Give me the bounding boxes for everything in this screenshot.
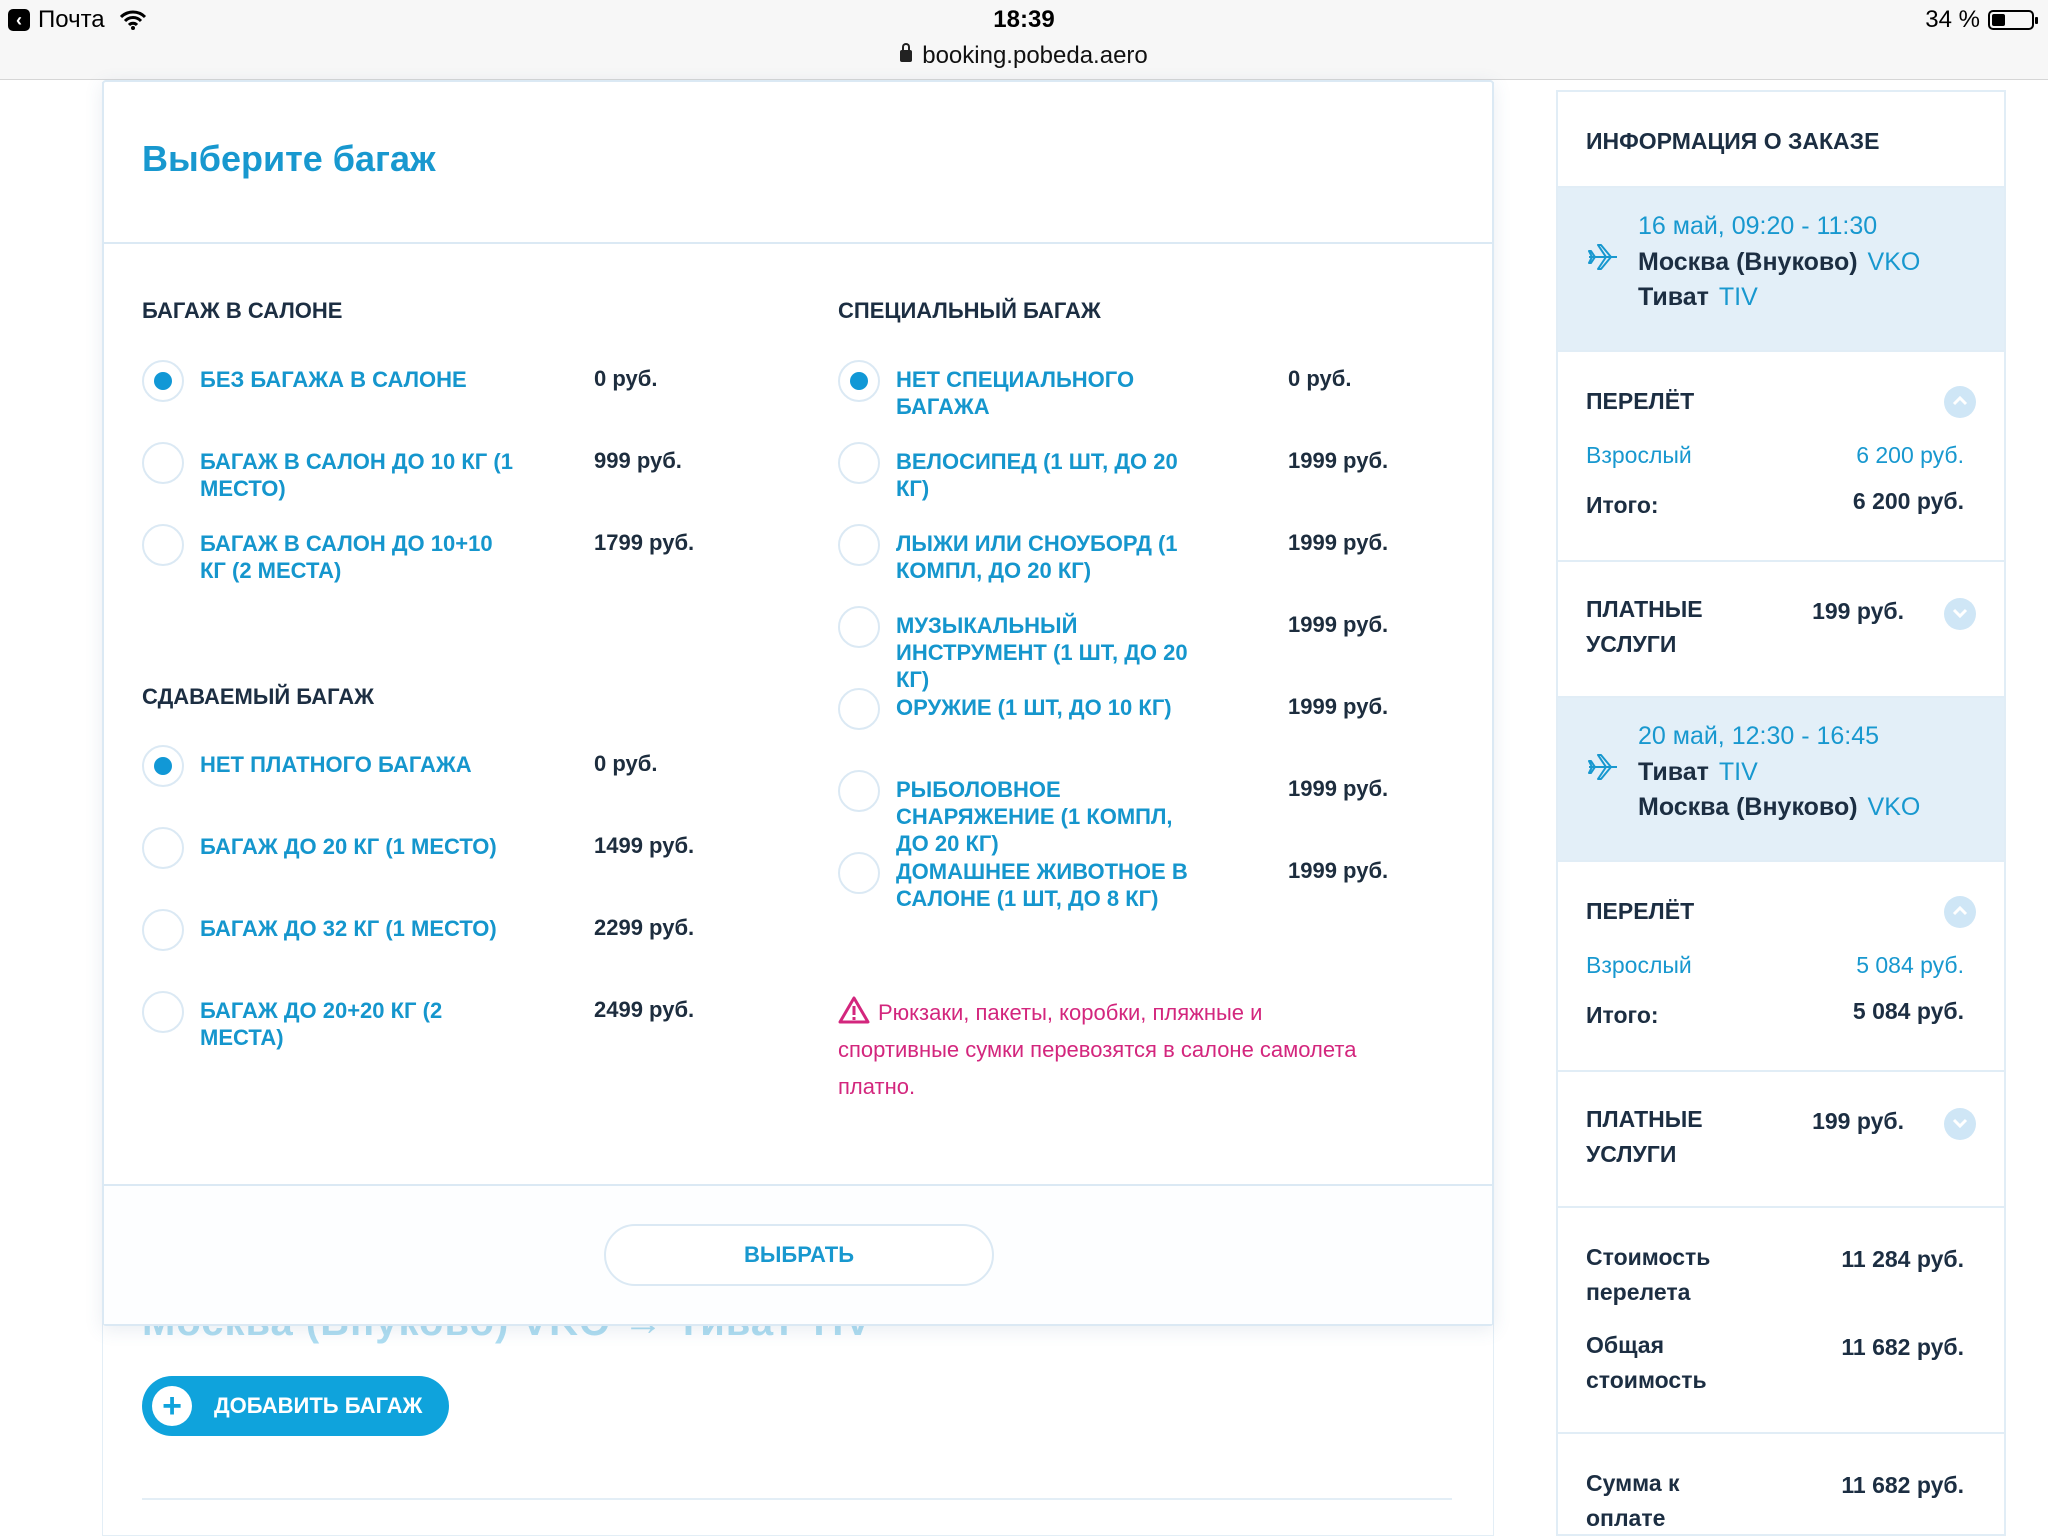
status-bar: [0, 0, 2048, 80]
radio-button[interactable]: [838, 770, 880, 812]
option-label[interactable]: ЛЫЖИ ИЛИ СНОУБОРД (1 КОМПЛ, ДО 20 КГ): [896, 531, 1178, 583]
cabin-option[interactable]: [142, 524, 695, 584]
paid-services-label: ПЛАТНЫЕ УСЛУГИ: [1586, 1106, 1703, 1167]
battery-level: [1992, 14, 2005, 26]
flight-to: [1638, 793, 1920, 822]
status-right: [1925, 6, 2034, 34]
special-option[interactable]: [838, 688, 1398, 748]
option-price: 2499 руб.: [594, 997, 695, 1022]
order-info-title: ИНФОРМАЦИЯ О ЗАКАЗЕ: [1586, 128, 1880, 154]
paid-services-label: ПЛАТНЫЕ УСЛУГИ: [1586, 596, 1703, 657]
flight-card[interactable]: [1558, 188, 2004, 352]
option-label[interactable]: ДОМАШНЕЕ ЖИВОТНОЕ В САЛОНЕ (1 ШТ, ДО 8 КГ): [896, 859, 1188, 911]
chevron-down-icon[interactable]: [1944, 598, 1976, 630]
option-label[interactable]: БАГАЖ ДО 32 КГ (1 МЕСТО): [200, 916, 497, 941]
option-label[interactable]: БАГАЖ ДО 20 КГ (1 МЕСТО): [200, 834, 497, 859]
radio-button[interactable]: [838, 606, 880, 648]
add-baggage-button[interactable]: [142, 1376, 449, 1436]
plane-icon: [1586, 240, 1620, 274]
flight-date: 16 май, 09:20 - 11:30: [1638, 212, 1878, 240]
option-price: 1499 руб.: [594, 833, 695, 858]
option-label[interactable]: ВЕЛОСИПЕД (1 ШТ, ДО 20 КГ): [896, 449, 1178, 501]
flight-card[interactable]: [1558, 698, 2004, 862]
option-label[interactable]: БАГАЖ ДО 20+20 КГ (2 МЕСТА): [200, 998, 443, 1050]
from-code: VKO: [1867, 248, 1921, 276]
divider: [142, 1498, 1452, 1500]
option-price: 1999 руб.: [1288, 694, 1389, 719]
option-price: 1799 руб.: [594, 530, 695, 555]
battery-percent: 34 %: [1925, 6, 1980, 33]
lock-icon: [900, 50, 912, 62]
flight-from: [1638, 758, 1758, 787]
address-bar[interactable]: [0, 42, 2048, 70]
order-info-panel: [1556, 90, 2006, 1536]
from-city: Москва (Внуково): [1638, 248, 1858, 276]
special-option[interactable]: [838, 852, 1398, 912]
checked-baggage-title: СДАВАЕМЫЙ БАГАЖ: [142, 684, 375, 709]
flight-section-title: ПЕРЕЛЁТ: [1586, 898, 1695, 924]
option-label[interactable]: БАГАЖ В САЛОН ДО 10 КГ (1 МЕСТО): [200, 449, 513, 501]
paid-services-value: 199 руб.: [1812, 598, 1904, 624]
subtotal-value: 5 084 руб.: [1852, 998, 1964, 1024]
back-to-app-icon[interactable]: ‹: [8, 9, 30, 31]
modal-footer: [104, 1184, 1492, 1324]
from-city: Тиват: [1638, 758, 1709, 786]
option-price: 999 руб.: [594, 448, 682, 473]
flight-cost-value: 11 284 руб.: [1841, 1246, 1964, 1272]
special-option[interactable]: [838, 442, 1398, 502]
cabin-baggage-title: БАГАЖ В САЛОНЕ: [142, 298, 343, 323]
checked-option[interactable]: [142, 909, 695, 969]
option-label[interactable]: БАГАЖ В САЛОН ДО 10+10 КГ (2 МЕСТА): [200, 531, 493, 583]
option-label[interactable]: ОРУЖИЕ (1 ШТ, ДО 10 КГ): [896, 695, 1172, 720]
warning-text: Рюкзаки, пакеты, коробки, пляжные и спортивные сумки перевозятся в салоне самолета платно.: [838, 1000, 1357, 1099]
cabin-option[interactable]: [142, 442, 682, 502]
totals-section: [1558, 1208, 2004, 1434]
chevron-up-icon[interactable]: [1944, 386, 1976, 418]
passenger-price: 5 084 руб.: [1856, 952, 1964, 978]
radio-button[interactable]: [838, 688, 880, 730]
from-code: TIV: [1718, 758, 1758, 786]
url-text[interactable]: booking.pobeda.aero: [922, 42, 1148, 69]
to-city: Тиват: [1638, 283, 1709, 311]
radio-button[interactable]: [142, 745, 184, 787]
special-option[interactable]: [838, 360, 1398, 420]
option-price: 1999 руб.: [1288, 448, 1389, 473]
subtotal-label: Итого:: [1586, 492, 1659, 518]
passenger-price: 6 200 руб.: [1856, 442, 1964, 468]
plus-icon: +: [152, 1386, 192, 1426]
to-code: TIV: [1718, 283, 1758, 311]
back-app-label[interactable]: Почта: [38, 6, 105, 33]
subtotal-label: Итого:: [1586, 1002, 1659, 1028]
option-label[interactable]: РЫБОЛОВНОЕ СНАРЯЖЕНИЕ (1 КОМПЛ, ДО 20 КГ): [896, 777, 1173, 856]
option-price: 0 руб.: [1288, 366, 1352, 391]
checked-option[interactable]: [142, 991, 695, 1051]
option-price: 1999 руб.: [1288, 530, 1389, 555]
radio-button[interactable]: [142, 991, 184, 1033]
flight-date: 20 май, 12:30 - 16:45: [1638, 722, 1880, 750]
cabin-option[interactable]: [142, 360, 682, 420]
option-price: 1999 руб.: [1288, 858, 1389, 883]
paid-services-section[interactable]: [1558, 1072, 2004, 1208]
special-option[interactable]: [838, 524, 1398, 584]
radio-button[interactable]: [142, 442, 184, 484]
to-code: VKO: [1867, 793, 1921, 821]
radio-button[interactable]: [142, 909, 184, 951]
flight-cost-section: [1558, 862, 2004, 1072]
flight-section-title: ПЕРЕЛЁТ: [1586, 388, 1695, 414]
cabin-bags-warning: [838, 994, 1358, 1105]
passenger-label: Взрослый: [1586, 952, 1692, 978]
radio-button[interactable]: [838, 524, 880, 566]
special-option[interactable]: [838, 770, 1398, 856]
radio-button[interactable]: [142, 524, 184, 566]
checked-option[interactable]: [142, 827, 695, 887]
special-option[interactable]: [838, 606, 1398, 692]
flight-from: [1638, 248, 1920, 277]
option-label[interactable]: МУЗЫКАЛЬНЫЙ ИНСТРУМЕНТ (1 ШТ, ДО 20 КГ): [896, 613, 1188, 692]
modal-title: Выберите багаж: [142, 138, 436, 179]
total-cost-label: Общая стоимость: [1586, 1332, 1707, 1393]
plane-icon: [1586, 750, 1620, 784]
warning-triangle-icon: [838, 996, 870, 1024]
option-price: 1999 руб.: [1288, 612, 1389, 637]
radio-button[interactable]: [142, 360, 184, 402]
amount-due-label: Сумма к оплате: [1586, 1470, 1680, 1531]
flight-to: [1638, 283, 1758, 312]
option-price: 0 руб.: [594, 366, 658, 391]
checked-option[interactable]: [142, 745, 682, 805]
amount-due-value: 11 682 руб.: [1841, 1472, 1964, 1498]
select-button[interactable]: ВЫБРАТЬ: [604, 1224, 994, 1286]
chevron-up-icon[interactable]: [1944, 896, 1976, 928]
option-label[interactable]: БЕЗ БАГАЖА В САЛОНЕ: [200, 367, 467, 392]
add-baggage-label: ДОБАВИТЬ БАГАЖ: [214, 1393, 423, 1418]
radio-button[interactable]: [838, 442, 880, 484]
special-baggage-title: СПЕЦИАЛЬНЫЙ БАГАЖ: [838, 298, 1101, 323]
option-price: 0 руб.: [594, 751, 658, 776]
to-city: Москва (Внуково): [1638, 793, 1858, 821]
baggage-modal: [102, 80, 1494, 1326]
battery-icon: [1988, 10, 2034, 30]
paid-services-value: 199 руб.: [1812, 1108, 1904, 1134]
subtotal-value: 6 200 руб.: [1852, 488, 1964, 514]
status-time: 18:39: [993, 6, 1055, 33]
chevron-down-icon[interactable]: [1944, 1108, 1976, 1140]
passenger-label: Взрослый: [1586, 442, 1692, 468]
radio-button[interactable]: [838, 852, 880, 894]
radio-button[interactable]: [838, 360, 880, 402]
option-price: 2299 руб.: [594, 915, 695, 940]
option-price: 1999 руб.: [1288, 776, 1389, 801]
modal-header: [104, 82, 1492, 244]
total-cost-value: 11 682 руб.: [1841, 1334, 1964, 1360]
payment-section: [1558, 1434, 2004, 1536]
order-info-header: [1558, 92, 2004, 188]
option-label[interactable]: НЕТ ПЛАТНОГО БАГАЖА: [200, 752, 472, 777]
paid-services-section[interactable]: [1558, 562, 2004, 698]
option-label[interactable]: НЕТ СПЕЦИАЛЬНОГО БАГАЖА: [896, 367, 1135, 419]
flight-cost-label: Стоимость перелета: [1586, 1244, 1711, 1305]
radio-button[interactable]: [142, 827, 184, 869]
flight-cost-section: [1558, 352, 2004, 562]
